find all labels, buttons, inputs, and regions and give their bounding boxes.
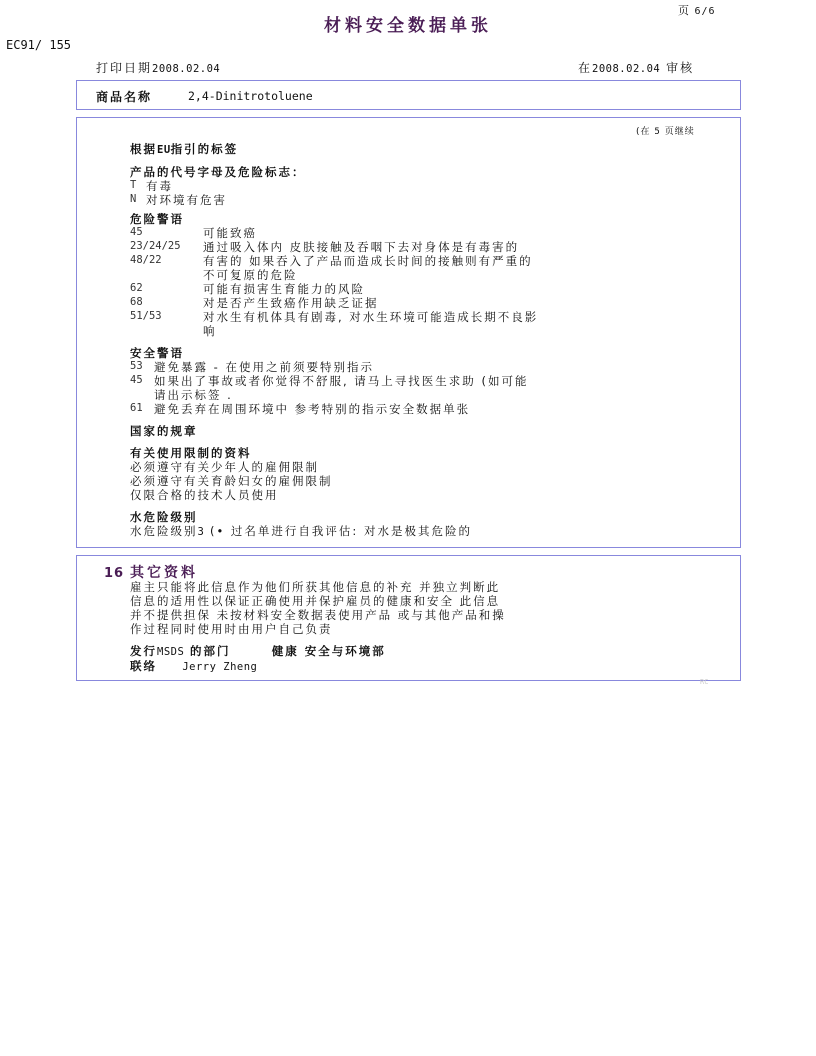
eu-label-heading [130,142,538,157]
symbols-list [130,179,538,207]
restriction-item: 必须遵守有关育龄妇女的雇佣限制 [130,474,333,488]
water-hazard-line [130,524,538,539]
restriction-item: 必须遵守有关少年人的雇佣限制 [130,460,319,474]
issuer-label: 发行 [130,644,157,658]
review-date-line [578,59,694,76]
product-name-box [76,80,741,110]
safety-heading: 安全警语 [130,346,184,360]
safety-text: 如果出了事故或者你觉得不舒服, 请马上寻找医生求助 (如可能 [154,374,529,388]
risk-text: 响 [203,324,217,338]
review-date: 2008.02.04 [592,63,661,75]
continued-page: 5 [654,127,661,137]
national-regulations-heading: 国家的规章 [130,424,198,438]
risk-code: 51/53 [130,310,162,322]
section-title: 其它资料 [130,565,198,581]
restriction-item: 仅限合格的技术人员使用 [130,488,279,502]
contact-line [130,659,506,674]
print-date-line [96,59,220,76]
page-number [678,2,716,18]
symbol-code: T [130,179,137,191]
page-number-value: 6/6 [694,6,716,17]
print-date: 2008.02.04 [152,63,221,75]
eu-label-heading-tail: 指引的标签 [170,142,239,156]
safety-text: 避免丢弃在周围环境中 参考特别的指示安全数据单张 [154,402,471,416]
continued-prefix: (在 [636,127,651,137]
risk-text: 可能致癌 [203,226,257,240]
disclaimer-line: 雇主只能将此信息作为他们所获其他信息的补充 并独立判断此 [130,580,501,594]
risk-phrases-list [130,226,538,338]
safety-code: 45 [130,374,143,386]
risk-code: 23/24/25 [130,240,181,252]
product-name-label: 商品名称 [96,90,153,104]
risk-code [130,268,203,282]
symbol-code: N [130,193,137,205]
water-hazard-heading: 水危险级别 [130,510,198,524]
continued-suffix: 页继续 [664,127,695,137]
risk-code: 62 [130,282,143,294]
page-label: 页 [678,4,690,17]
water-hazard-note: (• 过名单进行自我评估: 对水是极其危险的 [209,524,472,538]
risk-text: 通过吸入体内 皮肤接触及吞咽下去对身体是有毒害的 [203,240,520,254]
eu-label-heading-text: 根据 [130,142,157,156]
continued-note [636,124,695,137]
footer-mark: RC [700,678,709,686]
product-name-value: 2,4-Dinitrotoluene [188,89,313,103]
risk-text: 对是否产生致癌作用缺乏证据 [203,296,379,310]
risk-text: 可能有损害生育能力的风险 [203,282,365,296]
safety-code: 61 [130,402,143,414]
safety-code: 53 [130,360,143,372]
symbols-heading: 产品的代号字母及危险标志： [130,165,306,179]
risk-code: 45 [130,226,143,238]
water-hazard-value: 3 [197,526,205,538]
symbol-text: 对环境有危害 [146,193,227,207]
review-suffix: 审核 [666,61,695,75]
print-date-label: 打印日期 [96,61,153,75]
risk-code [130,324,203,338]
contact-value: Jerry Zheng [182,661,258,673]
risk-text: 对水生有机体具有剧毒, 对水生环境可能造成长期不良影 [203,310,539,324]
eu-abbr: EU [157,144,171,156]
risk-text: 有害的 如果吞入了产品而造成长时间的接触则有严重的 [203,254,533,268]
water-hazard-label: 水危险级别 [130,524,198,538]
symbol-text: 有毒 [146,179,173,193]
disclaimer-line: 信息的适用性以保证正确使用并保护雇员的健康和安全 此信息 [130,594,501,608]
issuer-abbr: MSDS [157,646,185,658]
document-title: 材料安全数据单张 [324,16,492,36]
disclaimer-line: 并不提供担保 未按材料安全数据表使用产品 或与其他产品和操 [130,608,506,622]
document-id: EC91/ 155 [6,38,72,52]
contact-label: 联络 [130,659,157,673]
risk-code: 68 [130,296,143,308]
review-prefix: 在 [578,61,593,75]
issuer-label-tail: 的部门 [189,644,231,658]
issuer-value: 健康 安全与环境部 [271,644,386,658]
safety-text: 请出示标签 . [154,388,233,402]
issuer-line [130,644,506,659]
risk-text: 不可复原的危险 [203,268,298,282]
risk-code: 48/22 [130,254,162,266]
risk-heading: 危险警语 [130,212,184,226]
labels-content [130,142,538,539]
safety-code [130,388,154,402]
safety-text: 避免暴露 - 在使用之前须要特别指示 [154,360,374,374]
section-number: 16 [104,566,125,581]
safety-phrases-list [130,360,538,416]
other-info-content [130,580,506,674]
disclaimer-line: 作过程同时使用时由用户自己负责 [130,622,333,636]
restrictions-heading: 有关使用限制的资料 [130,446,252,460]
